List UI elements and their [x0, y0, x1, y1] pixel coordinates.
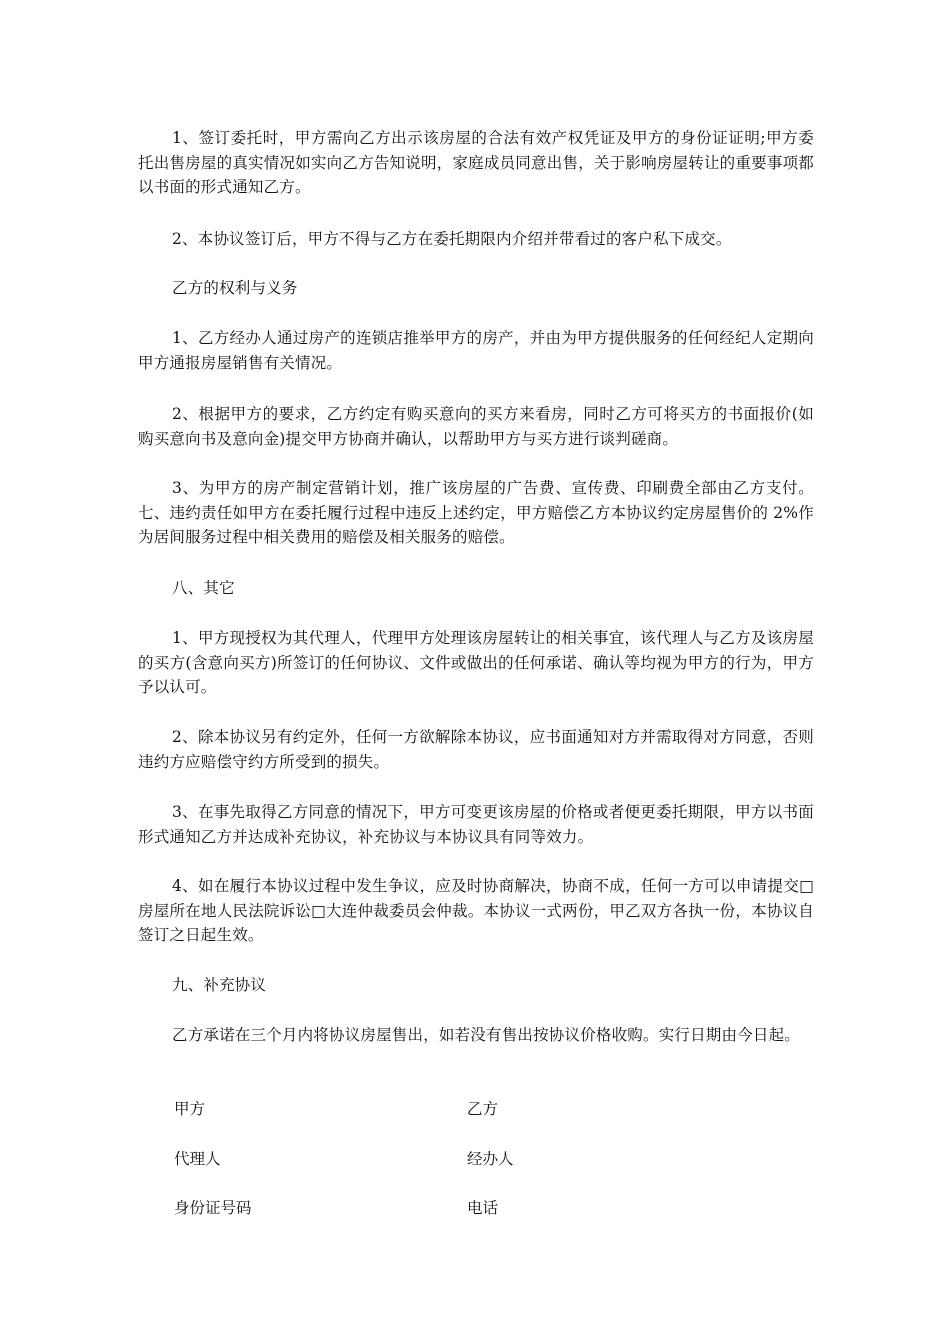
clause-other-3: 3、在事先取得乙方同意的情况下，甲方可变更该房屋的价格或者便更委托期限，甲方以书面形式通知乙方并达成补充协议，补充协议与本协议具有同等效力。 [138, 803, 814, 846]
section-heading-supplement: 九、补充协议 [172, 976, 267, 994]
clause-party-b-2: 2、根据甲方的要求，乙方约定有购买意向的买方来看房，同时乙方可将买方的书面报价(如购买意向书及意向金)提交甲方协商并确认，以帮助甲方与买方进行谈判磋商。 [138, 405, 814, 448]
clause-party-b-1: 1、乙方经办人通过房产的连锁店推举甲方的房产，并由为甲方提供服务的任何经纪人定期向甲方通报房屋销售有关情况。 [138, 329, 814, 372]
clause-other-1: 1、甲方现授权为其代理人，代理甲方处理该房屋转让的相关事宜，该代理人与乙方及该房屋的买方(含意向买方)所签订的任何协议、文件或做出的任何承诺、确认等均视为甲方的行为，甲方予以认可。 [138, 629, 814, 696]
clause-other-4: 4、如在履行本协议过程中发生争议，应及时协商解决，协商不成，任何一方可以申请提交□房屋所在地人民法院诉讼□大连仲裁委员会仲裁。本协议一式两份，甲乙双方各执一份，本协议自签订之日起生效。 [138, 877, 814, 944]
signature-label-phone: 电话 [467, 1199, 499, 1217]
signature-label-party-b: 乙方 [467, 1100, 499, 1118]
signature-label-party-a: 甲方 [174, 1100, 206, 1118]
clause-party-a-obligation-1: 1、签订委托时，甲方需向乙方出示该房屋的合法有效产权凭证及甲方的身份证证明;甲方委托出售房屋的真实情况如实向乙方告知说明，家庭成员同意出售，关于影响房屋转让的重要事项都以书面的形式通知乙方。 [138, 129, 814, 196]
clause-party-a-obligation-2: 2、本协议签订后，甲方不得与乙方在委托期限内介绍并带看过的客户私下成交。 [172, 230, 732, 248]
supplement-text: 乙方承诺在三个月内将协议房屋售出，如若没有售出按协议价格收购。实行日期由今日起。 [172, 1026, 801, 1044]
signature-label-id-number: 身份证号码 [174, 1199, 252, 1217]
section-heading-other: 八、其它 [172, 579, 235, 597]
signature-label-handler: 经办人 [467, 1150, 514, 1168]
signature-label-agent: 代理人 [174, 1150, 221, 1168]
clause-other-2: 2、除本协议另有约定外，任何一方欲解除本协议，应书面通知对方并需取得对方同意，否则违约方应赔偿守约方所受到的损失。 [138, 728, 814, 771]
clause-party-b-3: 3、为甲方的房产制定营销计划，推广该房屋的广告费、宣传费、印刷费全部由乙方支付。七、违约责任如甲方在委托履行过程中违反上述约定，甲方赔偿乙方本协议约定房屋售价的 2%作为居间服务过程中相关费用的赔偿及相关服务的赔偿。 [138, 479, 814, 546]
section-heading-party-b: 乙方的权利与义务 [172, 279, 298, 297]
